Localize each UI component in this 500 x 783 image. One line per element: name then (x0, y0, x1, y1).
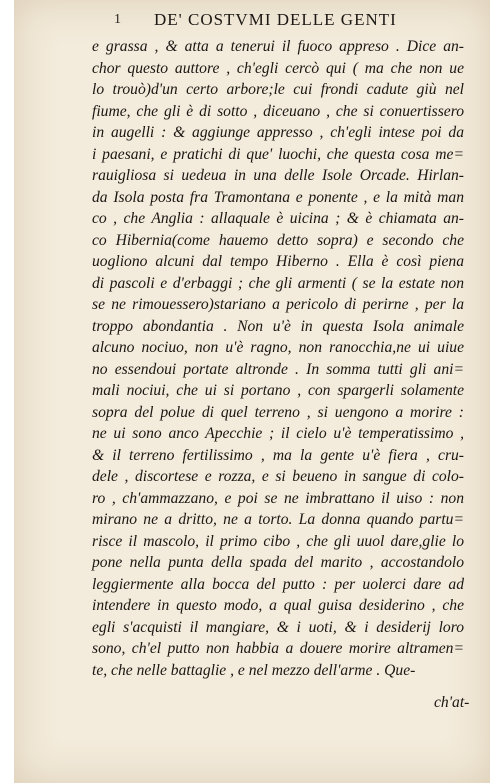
text-line: da Isola posta fra Tramontana e ponente , e la mità man (92, 188, 464, 206)
text-line: co Hibernia(come hauemo detto sopra) e secondo che (92, 231, 464, 249)
text-line: pone nella punta della spada del marito , accostandolo (92, 554, 464, 571)
text-line: alcuno nociuo, non u'è ragno, non ranocchia,ne ui uiue (92, 339, 464, 356)
text-line: ne ui sono anco Apecchie ; il cielo u'è temperatissimo , (92, 425, 464, 442)
text-line: troppo abondantia . Non u'è in questa Isola animale (92, 317, 464, 335)
text-line: sopra del polue di quel terreno , si uengono a morire : (92, 403, 464, 421)
body-text (92, 36, 464, 681)
text-line: di pascoli e d'erbaggi ; che gli armenti ( se la estate non (92, 274, 464, 292)
text-line: fiume, che gli è di sotto , diceuano , che si conuertissero (92, 102, 464, 120)
text-line: e grassa , & atta a tenerui il fuoco appreso . Dice an- (92, 38, 464, 55)
text-line: te, che nelle battaglie , e nel mezzo dell'arme . Que- (92, 661, 416, 679)
page-number: 1 (114, 12, 121, 27)
text-line: no essendoui portate altronde . In somma tutti gli ani= (92, 360, 464, 378)
text-line: se ne rimouessero)stariano a pericolo di perirne , per la (92, 296, 464, 313)
text-line: ro , ch'ammazzano, e poi se ne imbrattano il uiso : non (92, 489, 464, 507)
text-line: intendere in questo modo, a qual guisa desiderino , che (92, 597, 464, 614)
text-line: risce il mascolo, il primo cibo , che gli uuol dare,glie lo (92, 532, 464, 550)
catchword: ch'at- (434, 694, 470, 711)
text-line: mali nociui, che ui si portano , con spargerli solamente (92, 382, 464, 399)
text-line: rauigliosa si uedeua in una delle Isole Orcade. Hirlan- (92, 167, 464, 184)
text-line: lo trouò)d'un certo arbore;le cui frondi cadute giù nel (92, 81, 464, 98)
text-line: & il terreno fertilissimo , ma la gente u'è fiera , cru- (92, 446, 464, 464)
text-line: mirano ne a dritto, ne a torto. La donna quando partu= (92, 511, 464, 528)
text-line: uogliono alcuni dal tempo Hiberno . Ella è così piena (92, 253, 464, 270)
page-header (14, 8, 490, 30)
text-line: i paesani, e pratichi di que' luochi, che questa cosa me= (92, 145, 464, 163)
text-line: chor questo auttore , ch'egli cercò qui ( ma che non ue (92, 59, 464, 77)
book-page (14, 0, 490, 783)
text-line: in augelli : & aggiunge appresso , ch'egli intese poi da (92, 124, 464, 141)
running-head: DE' COSTVMI DELLE GENTI (154, 10, 397, 29)
text-line: dele , discortese e rozza, e si beueno in sangue di colo- (92, 468, 464, 485)
text-line: co , che Anglia : allaquale è uicina ; & è chiamata an- (92, 210, 464, 227)
text-line: leggiermente alla bocca del putto : per uolerci dare ad (92, 575, 464, 593)
text-line: egli s'acquisti il mangiare, & i uoti, & i desiderij loro (92, 618, 464, 636)
text-line: sono, ch'el putto non habbia a douere morire altramen= (92, 640, 464, 657)
